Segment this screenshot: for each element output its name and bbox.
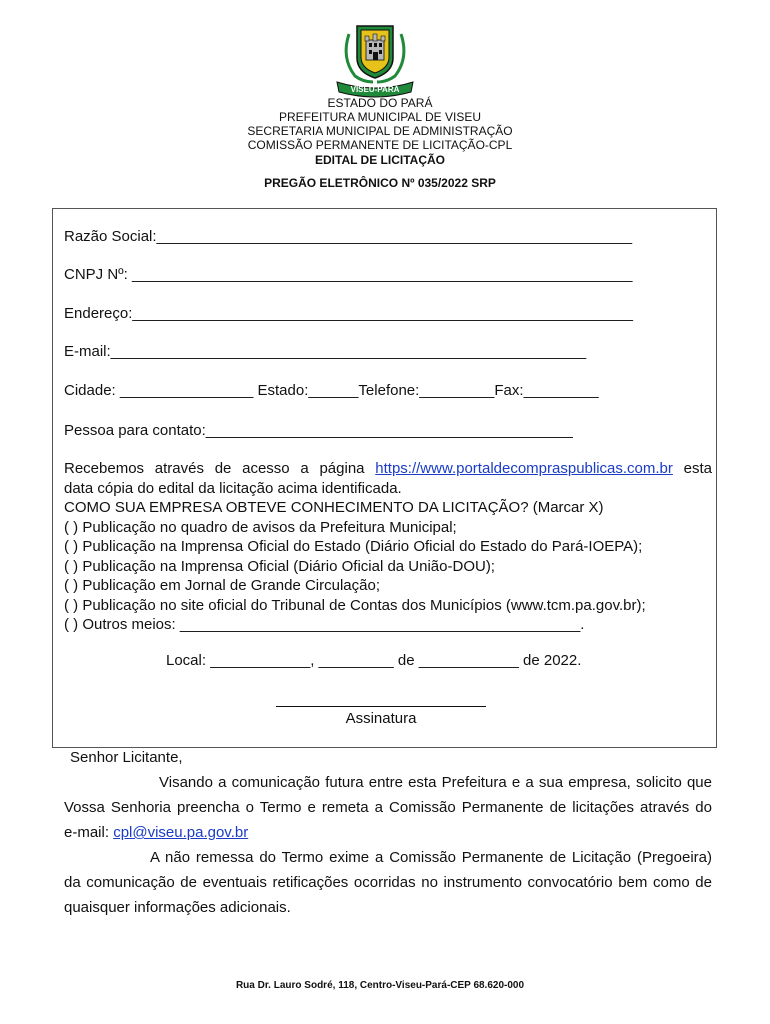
- header-edital-title: EDITAL DE LICITAÇÃO: [315, 153, 445, 167]
- letter-p2-line3: quaisquer informações adicionais.: [64, 899, 291, 916]
- signature-line[interactable]: [276, 706, 486, 707]
- header-state: ESTADO DO PARÁ: [327, 96, 433, 110]
- letter-p1-line1: Visando a comunicação futura entre esta Prefeitura e a sua empresa, solicito que: [159, 774, 712, 791]
- letter-p1-line3: [64, 820, 712, 845]
- knowledge-question: COMO SUA EMPRESA OBTEVE CONHECIMENTO DA LICITAÇÃO? (Marcar X): [64, 499, 604, 516]
- cidade-estado-telefone-fax-field[interactable]: Cidade: ________________ Estado:______Telefone:_________Fax:_________: [64, 382, 599, 399]
- option-outros-meios[interactable]: ( ) Outros meios: ________________________________________________.: [64, 616, 585, 633]
- receipt-prefix: Recebemos através de acesso a página: [64, 460, 365, 477]
- letter-p1-line2: Vossa Senhoria preencha o Termo e remeta a Comissão Permanente de licitações através do: [64, 799, 712, 816]
- crest-banner-text: VISEU-PARÁ: [350, 85, 400, 94]
- option-quadro-avisos[interactable]: ( ) Publicação no quadro de avisos da Prefeitura Municipal;: [64, 518, 457, 536]
- letter-greeting: Senhor Licitante,: [70, 749, 183, 766]
- signature-label: Assinatura: [345, 710, 417, 727]
- cpl-email-link[interactable]: cpl@viseu.pa.gov.br: [113, 824, 249, 841]
- receipt-line-2: data cópia do edital da licitação acima identificada.: [64, 479, 402, 497]
- option-dou[interactable]: ( ) Publicação na Imprensa Oficial (Diário Oficial da União-DOU);: [64, 557, 495, 575]
- option-ioepa[interactable]: ( ) Publicação na Imprensa Oficial do Estado (Diário Oficial do Estado do Pará-IOEPA);: [64, 538, 643, 555]
- letter-p2-line1: A não remessa do Termo exime a Comissão Permanente de Licitação (Pregoeira): [150, 849, 712, 866]
- letter-body: [64, 770, 712, 920]
- endereco-field[interactable]: Endereço:____________________________________________________________: [64, 305, 633, 322]
- option-jornal[interactable]: ( ) Publicação em Jornal de Grande Circulação;: [64, 577, 380, 594]
- receipt-suffix: esta: [683, 460, 713, 477]
- local-date-line[interactable]: Local: ____________, _________ de ____________ de 2022.: [166, 652, 582, 669]
- email-prefix: e-mail:: [64, 824, 110, 841]
- viseu-coat-of-arms-logo: [331, 24, 419, 102]
- header-comissao: COMISSÃO PERMANENTE DE LICITAÇÃO-CPL: [247, 138, 513, 152]
- razao-social-field[interactable]: Razão Social:_________________________________________________________: [64, 228, 633, 245]
- header-prefeitura: PREFEITURA MUNICIPAL DE VISEU: [278, 110, 482, 124]
- email-field[interactable]: E-mail:_________________________________________________________: [64, 343, 587, 360]
- option-tcm[interactable]: ( ) Publicação no site oficial do Tribunal de Contas dos Municípios (www.tcm.pa.gov.br);: [64, 596, 646, 614]
- header-secretaria: SECRETARIA MUNICIPAL DE ADMINISTRAÇÃO: [247, 124, 513, 138]
- footer-address: Rua Dr. Lauro Sodré, 118, Centro-Viseu-Pará-CEP 68.620-000: [235, 980, 525, 991]
- pessoa-contato-field[interactable]: Pessoa para contato:____________________________________________: [64, 422, 573, 439]
- cnpj-field[interactable]: CNPJ Nº: ____________________________________________________________: [64, 266, 633, 283]
- receipt-line-1: [64, 459, 712, 479]
- portal-compras-link[interactable]: https://www.portaldecompraspublicas.com.br: [375, 460, 673, 477]
- header-pregao-number: PREGÃO ELETRÔNICO Nº 035/2022 SRP: [264, 176, 496, 190]
- receipt-statement: [64, 459, 712, 635]
- letter-p2-line2: da comunicação de eventuais retificações ocorridas no instrumento convocatório bem como de: [64, 874, 712, 891]
